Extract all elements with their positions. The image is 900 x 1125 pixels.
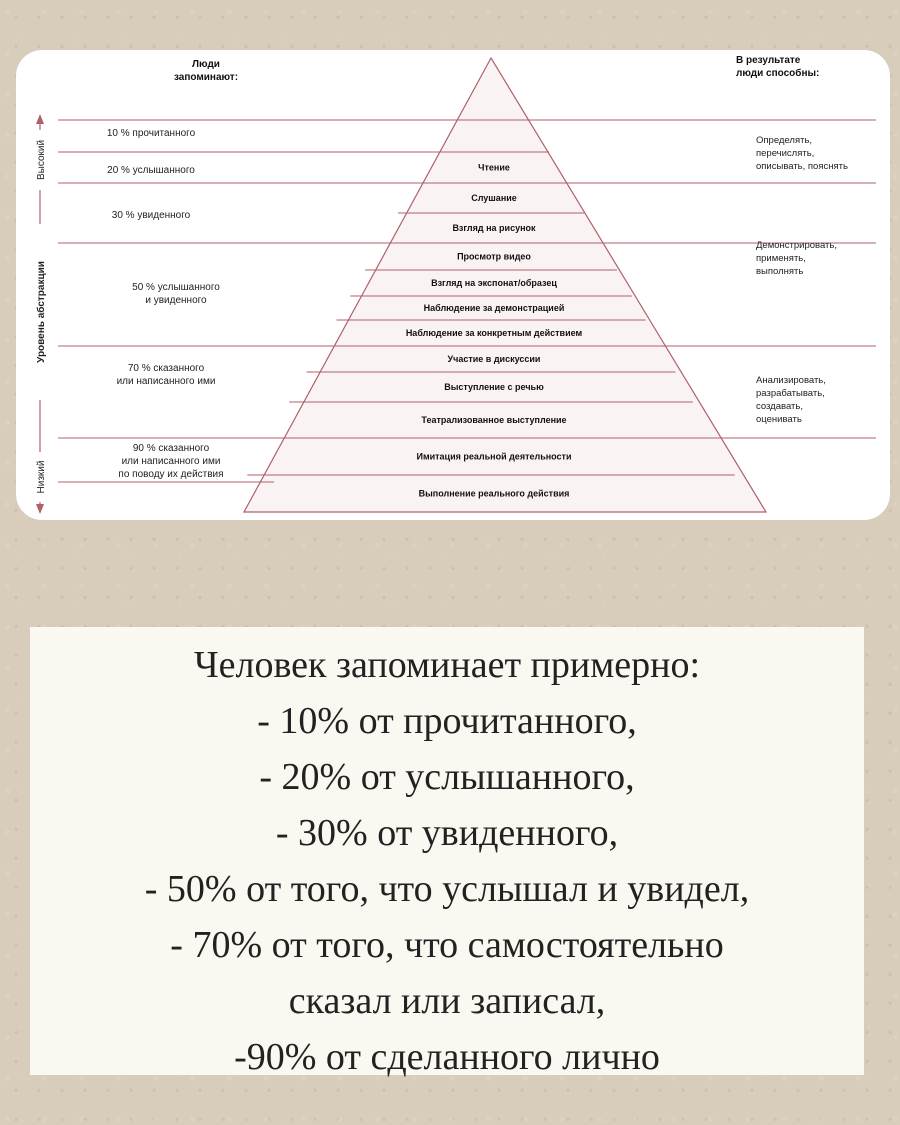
- abstraction-axis: [32, 114, 48, 514]
- axis-high-label: Высокий: [36, 139, 47, 181]
- note-line-70-cont: сказал или записал,: [288, 980, 606, 1022]
- pyramid-level-simulation: Имитация реальной деятельности: [416, 451, 572, 462]
- pyramid-level-watching-demonstration: Наблюдение за демонстрацией: [423, 303, 565, 313]
- arrow-up-icon: [36, 114, 44, 124]
- right-item-3-line-4: оценивать: [756, 414, 802, 425]
- left-item-30-seen: 30 % увиденного: [111, 210, 191, 221]
- right-item-1-line-3: описывать, пояснять: [756, 161, 848, 172]
- left-item-50-line-1: 50 % услышанного: [132, 282, 220, 293]
- left-item-70-line-1: 70 % сказанного: [127, 363, 205, 374]
- pyramid-level-reading: Чтение: [478, 162, 510, 173]
- right-item-1-line-1: Определять,: [756, 135, 813, 146]
- pyramid-level-real-action: Выполнение реального действия: [418, 488, 570, 499]
- pyramid-level-listening: Слушание: [471, 193, 517, 203]
- left-header-line-2: запоминают:: [173, 72, 239, 83]
- right-header-line-1: В результате: [736, 55, 801, 66]
- right-item-3-line-2: разрабатывать,: [756, 388, 825, 399]
- left-item-20-heard: 20 % услышанного: [107, 165, 195, 176]
- left-item-90-line-2: или написанного ими: [121, 456, 221, 467]
- pyramid-level-speech: Выступление с речью: [444, 382, 544, 392]
- axis-title: Уровень абстракции: [36, 261, 47, 363]
- right-item-2-line-3: выполнять: [756, 266, 804, 277]
- right-column: [756, 135, 848, 425]
- left-item-90-line-1: 90 % сказанного: [132, 443, 210, 454]
- right-item-1-line-2: перечислять,: [756, 148, 815, 159]
- pyramid-level-watching-action: Наблюдение за конкретным действием: [405, 328, 583, 338]
- note-line-10: - 10% от прочитанного,: [257, 700, 637, 742]
- note-title: Человек запоминает примерно:: [193, 644, 701, 686]
- pyramid: [244, 58, 766, 512]
- right-item-2-line-1: Демонстрировать,: [756, 240, 837, 251]
- note-line-30: - 30% от увиденного,: [275, 812, 619, 854]
- note-line-70: - 70% от того, что самостоятельно: [170, 924, 724, 966]
- pyramid-level-theatrical: Театрализованное выступление: [421, 415, 567, 425]
- pyramid-level-discussion: Участие в дискуссии: [447, 354, 541, 364]
- right-item-2-line-2: применять,: [756, 253, 806, 264]
- pyramid-level-looking-at-exhibit: Взгляд на экспонат/образец: [431, 278, 557, 288]
- pyramid-level-watching-video: Просмотр видео: [457, 251, 531, 262]
- right-header-line-2: люди способны:: [736, 68, 820, 79]
- left-column: [107, 128, 224, 480]
- left-item-70-line-2: или написанного ими: [116, 376, 216, 387]
- learning-pyramid-diagram: [16, 50, 890, 520]
- right-item-3-line-3: создавать,: [756, 401, 803, 412]
- memory-summary-note: [30, 627, 864, 1078]
- axis-low-label: Низкий: [36, 460, 47, 494]
- left-header-line-1: Люди: [192, 59, 220, 70]
- left-item-90-line-3: по поводу их действия: [118, 469, 224, 480]
- left-item-50-line-2: и увиденного: [145, 295, 207, 306]
- note-line-50: - 50% от того, что услышал и увидел,: [144, 868, 750, 910]
- arrow-down-icon: [36, 504, 44, 514]
- right-item-3-line-1: Анализировать,: [756, 375, 826, 386]
- left-item-10-read: 10 % прочитанного: [106, 128, 196, 139]
- pyramid-level-looking-at-picture: Взгляд на рисунок: [452, 223, 536, 233]
- note-line-90: -90% от сделанного лично: [234, 1036, 660, 1078]
- note-line-20: - 20% от услышанного,: [259, 756, 635, 798]
